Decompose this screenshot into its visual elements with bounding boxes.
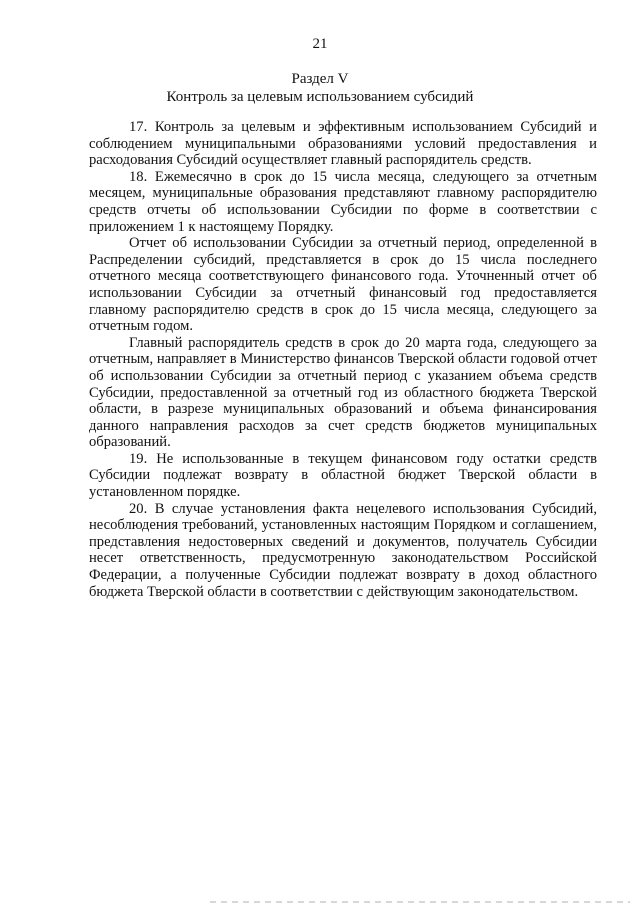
paragraph-17: 17. Контроль за целевым и эффективным использованием Субсидий и соблюдением муниципальными образованиями условий предоставления и расходования Субсидий осуществляет главный распорядитель средств. [89, 119, 597, 169]
paragraph-annual-report: Главный распорядитель средств в срок до 20 марта года, следующего за отчетным, направляет в Министерство финансов Тверской области годовой отчет об использовании Субсидии за отчетный период с указанием объема средств Субсидии, предоставленной за отчетный год из областного бюджета Тверской области, в разрезе муниципальных образований и объема финансирования данного направления расходов за счет средств бюджетов муниципальных образований. [89, 334, 597, 451]
paragraph-18: 18. Ежемесячно в срок до 15 числа месяца, следующего за отчетным месяцем, муниципальные образования представляют главному распорядителю средств отчеты об использовании Субсидии по форме в соответствии с приложением 1 к настоящему Порядку. [89, 168, 597, 235]
scan-footer-artifact [210, 901, 630, 903]
section-subtitle: Контроль за целевым использованием субсидий [166, 89, 474, 105]
document-body [89, 119, 597, 600]
section-heading [0, 70, 640, 106]
paragraph-20: 20. В случае установления факта нецелевого использования Субсидий, несоблюдения требований, установленных настоящим Порядком и соглашением, представления недостоверных сведений и документов, получатель Субсидии несет ответственность, предусмотренную законодательством Российской Федерации, а полученные Субсидии подлежат возврату в доход областного бюджета Тверской области в соответствии с действующим законодательством. [89, 500, 597, 600]
section-title: Раздел V [291, 71, 349, 87]
page-number: 21 [312, 36, 328, 52]
paragraph-report-period: Отчет об использовании Субсидии за отчетный период, определенной в Распределении субсидий, представляется в срок до 15 числа последнего отчетного месяца соответствующего финансового года. Уточненный отчет об использовании Субсидии за отчетный финансовый год предоставляется главному распорядителю средств в срок до 15 числа месяца, следующего за отчетным годом. [89, 235, 597, 335]
paragraph-19: 19. Не использованные в текущем финансовом году остатки средств Субсидии подлежат возврату в областной бюджет Тверской области в установленном порядке. [89, 450, 597, 501]
